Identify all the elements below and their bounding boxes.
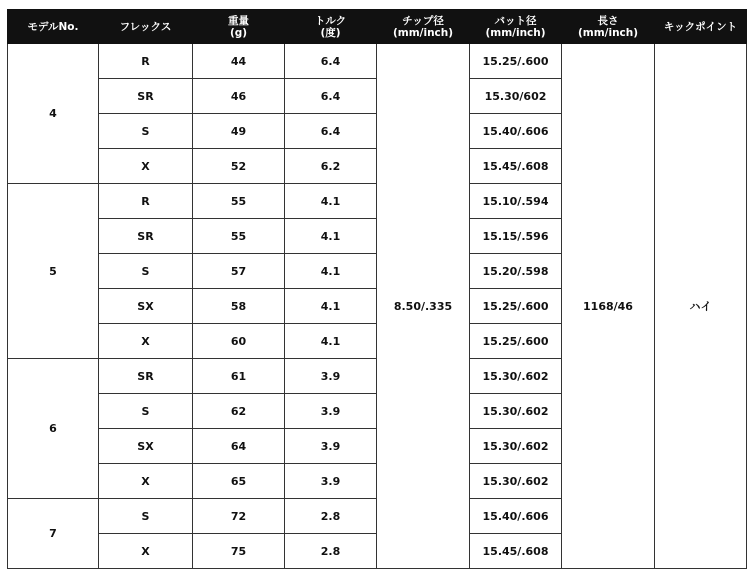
model-cell: 7 — [8, 499, 99, 569]
weight-cell: 61 — [193, 359, 285, 394]
butt-diameter-cell: 15.25/.600 — [470, 44, 562, 79]
torque-cell: 2.8 — [285, 499, 377, 534]
header-length: 長さ (mm/inch) — [562, 10, 655, 44]
butt-diameter-cell: 15.30/.602 — [470, 429, 562, 464]
butt-diameter-cell: 15.20/.598 — [470, 254, 562, 289]
weight-cell: 65 — [193, 464, 285, 499]
butt-diameter-cell: 15.40/.606 — [470, 114, 562, 149]
flex-cell: S — [99, 394, 193, 429]
model-cell: 6 — [8, 359, 99, 499]
flex-cell: SR — [99, 219, 193, 254]
header-row — [8, 10, 747, 44]
spec-table — [7, 9, 747, 569]
butt-diameter-cell: 15.30/.602 — [470, 464, 562, 499]
flex-cell: X — [99, 534, 193, 569]
model-cell: 5 — [8, 184, 99, 359]
torque-cell: 2.8 — [285, 534, 377, 569]
flex-cell: SR — [99, 359, 193, 394]
butt-diameter-cell: 15.40/.606 — [470, 499, 562, 534]
weight-cell: 44 — [193, 44, 285, 79]
flex-cell: X — [99, 464, 193, 499]
weight-cell: 58 — [193, 289, 285, 324]
flex-cell: SX — [99, 429, 193, 464]
header-kick-point: キックポイント — [655, 10, 747, 44]
weight-cell: 55 — [193, 219, 285, 254]
weight-cell: 75 — [193, 534, 285, 569]
butt-diameter-cell: 15.25/.600 — [470, 289, 562, 324]
torque-cell: 4.1 — [285, 184, 377, 219]
torque-cell: 6.4 — [285, 79, 377, 114]
weight-cell: 52 — [193, 149, 285, 184]
header-butt-diameter: バット径 (mm/inch) — [470, 10, 562, 44]
torque-cell: 4.1 — [285, 289, 377, 324]
torque-cell: 6.4 — [285, 44, 377, 79]
tip-diameter-cell: 8.50/.335 — [377, 44, 470, 569]
torque-cell: 4.1 — [285, 219, 377, 254]
torque-cell: 3.9 — [285, 464, 377, 499]
butt-diameter-cell: 15.45/.608 — [470, 534, 562, 569]
weight-cell: 60 — [193, 324, 285, 359]
torque-cell: 3.9 — [285, 394, 377, 429]
weight-cell: 57 — [193, 254, 285, 289]
torque-cell: 6.4 — [285, 114, 377, 149]
weight-cell: 55 — [193, 184, 285, 219]
header-torque: トルク (度) — [285, 10, 377, 44]
length-cell: 1168/46 — [562, 44, 655, 569]
table-row — [8, 44, 747, 79]
weight-cell: 72 — [193, 499, 285, 534]
weight-cell: 49 — [193, 114, 285, 149]
flex-cell: X — [99, 149, 193, 184]
torque-cell: 6.2 — [285, 149, 377, 184]
butt-diameter-cell: 15.10/.594 — [470, 184, 562, 219]
torque-cell: 3.9 — [285, 359, 377, 394]
model-cell: 4 — [8, 44, 99, 184]
flex-cell: S — [99, 499, 193, 534]
flex-cell: S — [99, 114, 193, 149]
butt-diameter-cell: 15.25/.600 — [470, 324, 562, 359]
flex-cell: SR — [99, 79, 193, 114]
flex-cell: R — [99, 184, 193, 219]
flex-cell: X — [99, 324, 193, 359]
flex-cell: SX — [99, 289, 193, 324]
header-tip-diameter: チップ径 (mm/inch) — [377, 10, 470, 44]
butt-diameter-cell: 15.15/.596 — [470, 219, 562, 254]
header-model: モデルNo. — [8, 10, 99, 44]
butt-diameter-cell: 15.30/.602 — [470, 394, 562, 429]
weight-cell: 62 — [193, 394, 285, 429]
butt-diameter-cell: 15.30/.602 — [470, 359, 562, 394]
kick-point-cell: ハイ — [655, 44, 747, 569]
flex-cell: R — [99, 44, 193, 79]
torque-cell: 4.1 — [285, 254, 377, 289]
torque-cell: 3.9 — [285, 429, 377, 464]
weight-cell: 64 — [193, 429, 285, 464]
header-weight: 重量 (g) — [193, 10, 285, 44]
weight-cell: 46 — [193, 79, 285, 114]
butt-diameter-cell: 15.45/.608 — [470, 149, 562, 184]
flex-cell: S — [99, 254, 193, 289]
butt-diameter-cell: 15.30/602 — [470, 79, 562, 114]
torque-cell: 4.1 — [285, 324, 377, 359]
header-flex: フレックス — [99, 10, 193, 44]
